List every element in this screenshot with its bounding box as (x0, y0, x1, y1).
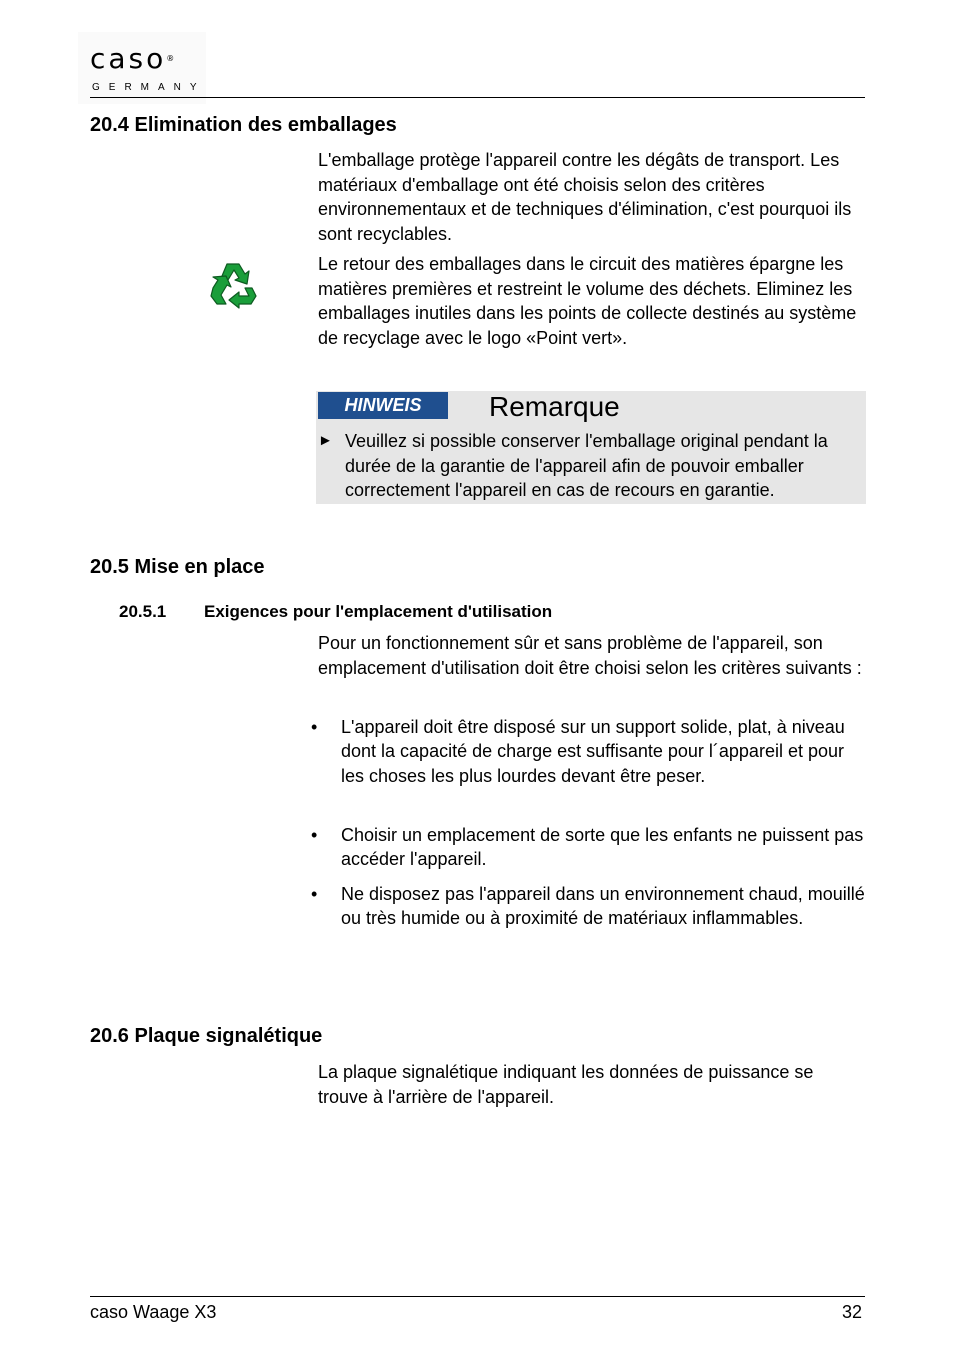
paragraph-rating-plate: La plaque signalétique indiquant les données de puissance se trouve à l'arrière de l'appareil. (318, 1062, 814, 1107)
list-item: • L'appareil doit être disposé sur un support solide, plat, à niveau dont la capacité de charge est suffisante pour l´appareil et pour les choses les plus lourdes devant être peser. (311, 717, 845, 786)
note-text (318, 429, 866, 503)
recycle-icon (207, 258, 259, 310)
footer-rule (90, 1296, 865, 1297)
paragraph-location-intro: Pour un fonctionnement sûr et sans problème de l'appareil, son emplacement d'utilisation doit être choisi selon les critères suivants : (318, 633, 862, 678)
logo-subtitle: GERMANY (92, 82, 206, 93)
subsection-title: Exigences pour l'emplacement d'utilisation (204, 602, 553, 621)
paragraph-packaging-protection: L'emballage protège l'appareil contre les dégâts de transport. Les matériaux d'emballage ont été choisis selon des critères environnementaux et de techniques d'élimination, c'est pourquoi ils sont recyclables. (318, 150, 852, 244)
hinweis-badge: HINWEIS (318, 392, 448, 419)
section-heading-20-4: 20.4 Elimination des emballages (90, 114, 397, 136)
section-heading-20-5: 20.5 Mise en place (90, 556, 265, 578)
bullet-icon: • (311, 884, 318, 904)
section-heading-20-6: 20.6 Plaque signalétique (90, 1025, 323, 1047)
page-number: 32 (841, 1302, 862, 1322)
arrow-right-icon: ► (318, 432, 333, 449)
list-item: • Choisir un emplacement de sorte que les enfants ne puissent pas accéder l'appareil. (311, 825, 864, 870)
footer-product-name: caso Waage X3 (90, 1302, 217, 1322)
bullet-icon: • (311, 717, 318, 737)
note-text-body: Veuillez si possible conserver l'emballage original pendant la durée de la garantie de l'appareil afin de pouvoir emballer correctement l'appareil en cas de recours en garantie. (345, 431, 828, 500)
list-item: • Ne disposez pas l'appareil dans un environnement chaud, mouillé ou très humide ou à proximité de matériaux inflammables. (311, 884, 865, 929)
logo-wordmark: caso® (90, 42, 178, 75)
bullet-icon: • (311, 825, 318, 845)
paragraph-recycling: Le retour des emballages dans le circuit des matières épargne les matières premières et restreint le volume des déchets. Eliminez les emballages inutiles dans les points de collecte destinés au système de recyclage avec le logo «Point vert». (318, 254, 857, 348)
header-rule (90, 97, 865, 98)
note-title: Remarque (489, 391, 620, 422)
subsection-number: 20.5.1 (119, 602, 167, 621)
